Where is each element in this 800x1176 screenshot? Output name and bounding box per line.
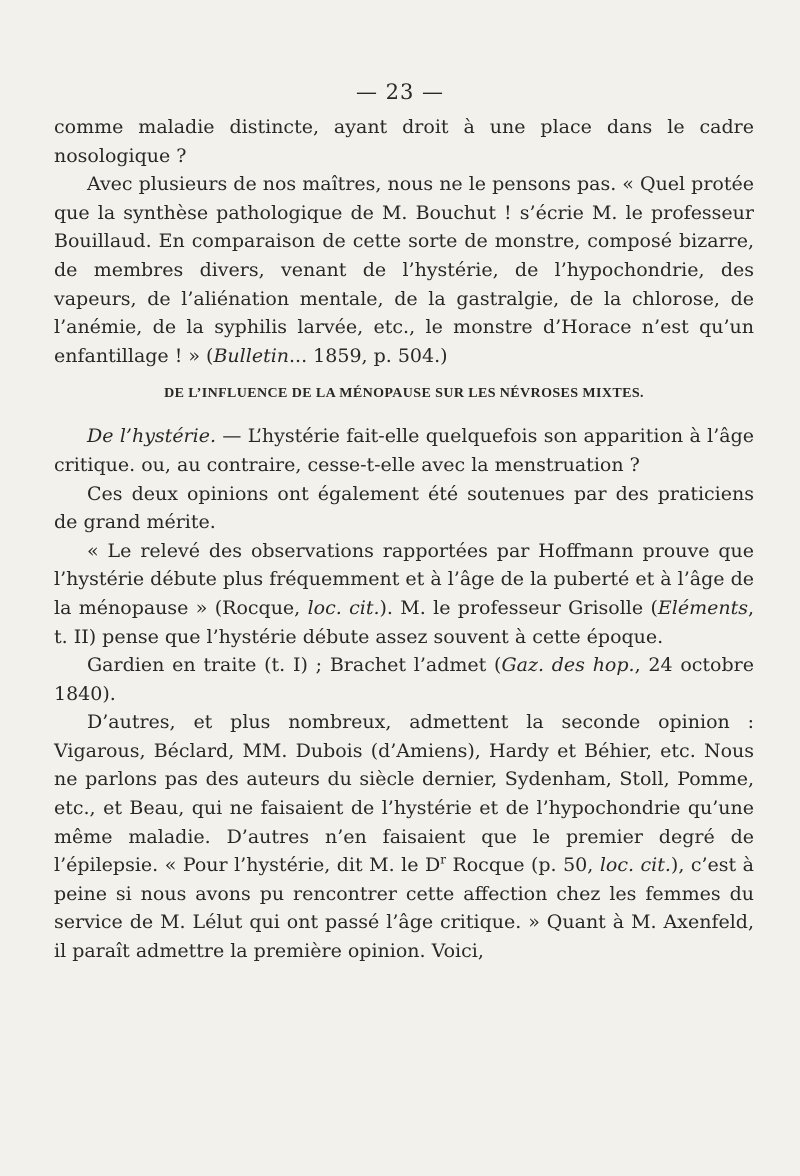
paragraph-2-italic-bulletin: Bulletin xyxy=(213,344,290,367)
paragraph-1: comme maladie distincte, ayant droit à une place dans le cadre nosologique ? xyxy=(54,116,754,167)
paragraph-7 xyxy=(54,708,754,965)
paragraph-7-text-b: Rocque (p. 50, xyxy=(445,854,600,877)
paragraph-3 xyxy=(54,422,754,479)
body-text xyxy=(54,113,754,966)
paragraph-2 xyxy=(54,170,754,370)
paragraph-6-text-b: , 24 octobre 1840). xyxy=(54,654,754,705)
paragraph-7-superscript: r xyxy=(440,852,446,867)
paragraph-3-italic-title: De l’hystérie. xyxy=(87,425,217,448)
paragraph-7-italic-loc-cit: loc. cit. xyxy=(599,854,671,877)
paragraph-7-text-c: ), c’est à peine si nous avons pu rencontrer cette affection chez les femmes du service de M. Lélut qui ont passé l’âge critique. » Quant à M. Axenfeld, il paraît admettre la première opinion. Voici, xyxy=(54,854,754,963)
paragraph-2-text-a: Avec plusieurs de nos maîtres, nous ne le pensons pas. « Quel protée que la synthèse pathologique de M. Bouchut ! s’écrie M. le professeur Bouillaud. En comparaison de cette sorte de monstre, composé bizarre, de membres divers, venant de l’hystérie, de l’hypochondrie, des vapeurs, de l’aliénation mentale, de la gastralgie, de la chlorose, de l’anémie, de la syphilis larvée, etc., le monstre d’Horace n’est qu’un enfantillage ! » ( xyxy=(54,173,754,367)
paragraph-5-text-b: ). M. le professeur Grisolle ( xyxy=(379,596,658,619)
paragraph-6 xyxy=(54,651,754,708)
paragraph-4: Ces deux opinions ont également été soutenues par des praticiens de grand mérite. xyxy=(54,482,754,534)
paragraph-5 xyxy=(54,537,754,651)
paragraph-2-text-b: ... 1859, p. 504.) xyxy=(289,344,448,367)
page-number: — 23 — xyxy=(355,80,445,104)
paragraph-5-text-c: , t. II) pense que l’hystérie débute assez souvent à cette époque. xyxy=(54,596,754,648)
paragraph-6-italic-gazette: Gaz. des hop. xyxy=(501,654,635,677)
paragraph-6-text-a: Gardien en traite (t. I) ; Brachet l’admet ( xyxy=(87,654,502,677)
paragraph-7-text-a: D’autres, et plus nombreux, admettent la seconde opinion : Vigarous, Béclard, MM. Dubois (d’Amiens), Hardy et Béhier, etc. Nous ne parlons pas des auteurs du siècle dernier, Sydenham, Stoll, Pomme, etc., et Beau, qui ne faisaient de l’hystérie et de l’hypochondrie qu’une même maladie. D’autres n’en faisaient que le premier degré de l’épilepsie. « Pour l’hystérie, dit M. le D xyxy=(54,711,754,877)
paragraph-3-text-a: — L’hystérie fait-elle quelquefois son apparition à l’âge critique. ou, au contraire, cesse-t-elle avec la menstruation ? xyxy=(54,425,754,476)
paragraph-5-italic-loc-cit: loc. cit. xyxy=(307,596,380,619)
paragraph-5-italic-elements: Eléments xyxy=(657,596,748,619)
section-heading: DE L’INFLUENCE DE LA MÉNOPAUSE SUR LES NÉVROSES MIXTES. xyxy=(164,386,644,402)
paragraph-5-text-a: « Le relevé des observations rapportées par Hoffmann prouve que l’hystérie débute plus fréquemment et à l’âge de la puberté et à l’âge de la ménopause » (Rocque, xyxy=(54,539,754,619)
